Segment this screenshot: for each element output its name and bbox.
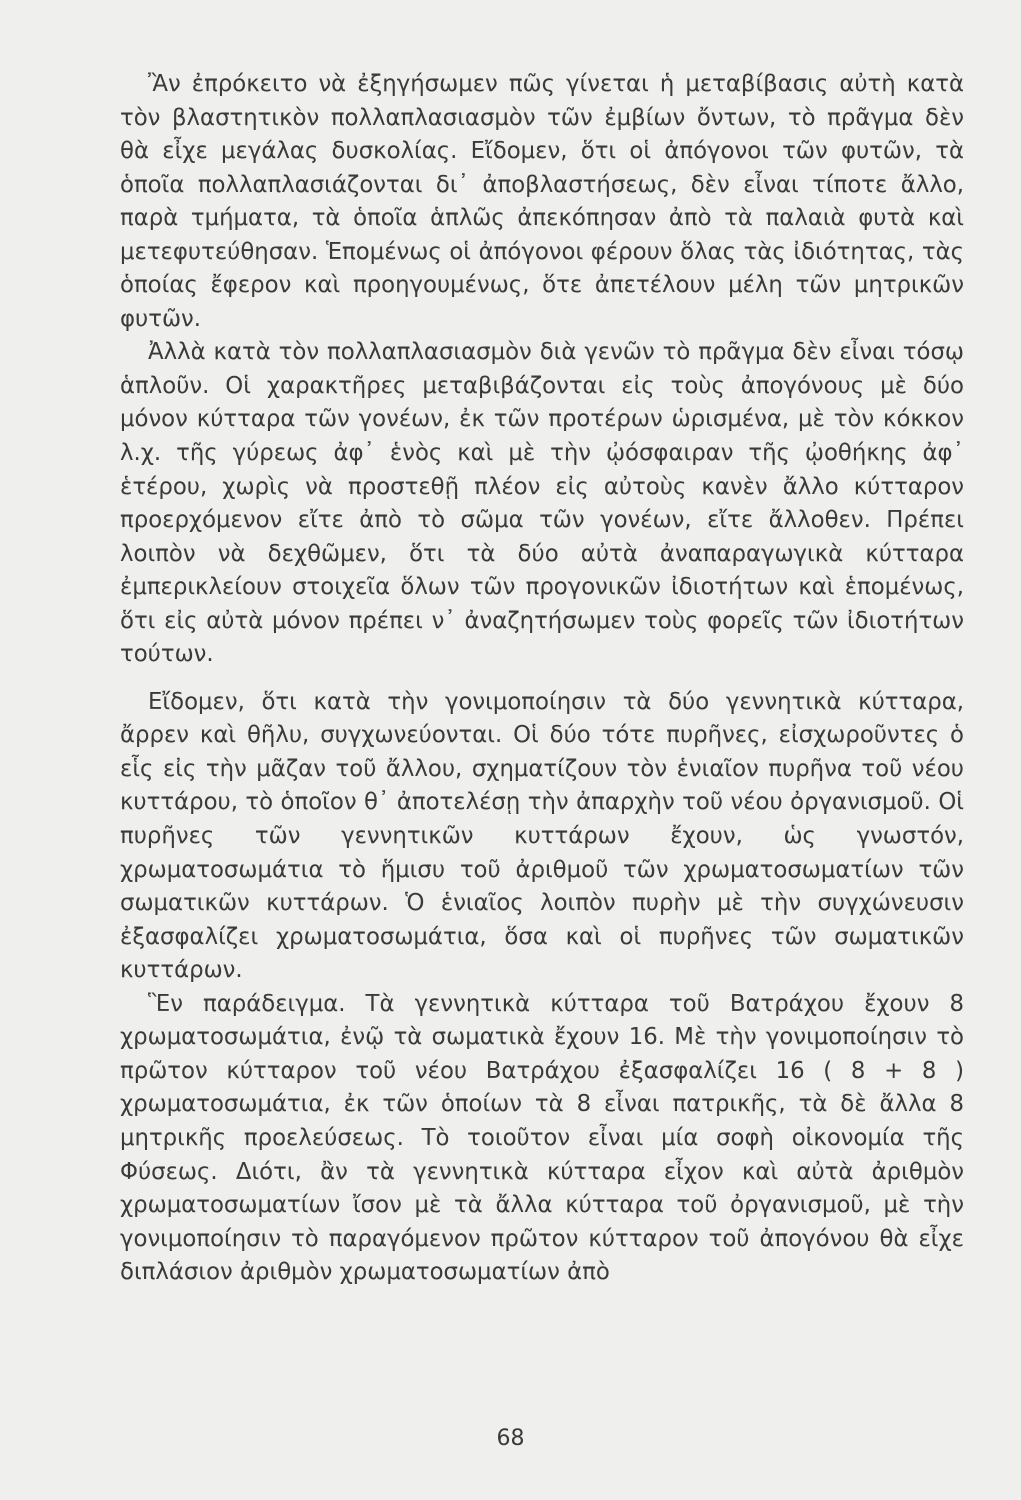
paragraph-2: Ἀλλὰ κατὰ τὸν πολλαπλασιασμὸν διὰ γενῶν τὸ πρᾶγμα δὲν εἶναι τόσῳ ἁπλοῦν. Οἱ χαρακτῆρες μεταβιβάζονται εἰς τοὺς ἀπογόνους μὲ δύο μόνον κύτταρα τῶν γονέων, ἐκ τῶν προτέρων ὡρισμένα, μὲ τὸν κόκκον λ.χ. τῆς γύρεως ἀφ᾽ ἑνὸς καὶ μὲ τὴν ᾠόσφαιραν τῆς ᾠοθήκης ἀφ᾽ ἑτέρου, χωρὶς νὰ προστεθῇ πλέον εἰς αὐτοὺς κανὲν ἄλλο κύτταρον προερχόμενον εἴτε ἀπὸ τὸ σῶμα τῶν γονέων, εἴτε ἄλλοθεν. Πρέπει λοιπὸν νὰ δεχθῶμεν, ὅτι τὰ δύο αὐτὰ ἀναπαραγωγικὰ κύτταρα ἐμπερικλείουν στοιχεῖα ὅλων τῶν προγονικῶν ἰδιοτήτων καὶ ἑπομένως, ὅτι εἰς αὐτὰ μόνον πρέπει ν᾽ ἀναζητήσωμεν τοὺς φορεῖς τῶν ἰδιοτήτων τούτων. (120, 339, 964, 668)
paragraph-1: Ἂν ἐπρόκειτο νὰ ἐξηγήσωμεν πῶς γίνεται ἡ μεταβίβασις αὐτὴ κατὰ τὸν βλαστητικὸν πολλαπλασιασμὸν τῶν ἐμβίων ὄντων, τὸ πρᾶγμα δὲν θὰ εἶχε μεγάλας δυσκολίας. Εἴδομεν, ὅτι οἱ ἀπόγονοι τῶν φυτῶν, τὰ ὁποῖα πολλαπλασιάζονται δι᾽ ἀποβλαστήσεως, δὲν εἶναι τίποτε ἄλλο, παρὰ τμήματα, τὰ ὁποῖα ἁπλῶς ἀπεκόπησαν ἀπὸ τὰ παλαιὰ φυτὰ καὶ μετεφυτεύθησαν. Ἑπομένως οἱ ἀπόγονοι φέρουν ὅλας τὰς ἰδιότητας, τὰς ὁποίας ἔφερον καὶ προηγουμένως, ὅτε ἀπετέλουν μέλη τῶν μητρικῶν φυτῶν. (120, 71, 964, 332)
body-text (120, 68, 964, 1290)
paragraph-3: Εἴδομεν, ὅτι κατὰ τὴν γονιμοποίησιν τὰ δύο γεννητικὰ κύτταρα, ἄρρεν καὶ θῆλυ, συγχωνεύονται. Οἱ δύο τότε πυρῆνες, εἰσχωροῦντες ὁ εἷς εἰς τὴν μᾶζαν τοῦ ἄλλου, σχηματίζουν τὸν ἑνιαῖον πυρῆνα τοῦ νέου κυττάρου, τὸ ὁποῖον θ᾽ ἀποτελέσῃ τὴν ἀπαρχὴν τοῦ νέου ὀργανισμοῦ. Οἱ πυρῆνες τῶν γεννητικῶν κυττάρων ἔχουν, ὡς γνωστόν, χρωματοσωμάτια τὸ ἥμισυ τοῦ ἀριθμοῦ τῶν χρωματοσωματίων τῶν σωματικῶν κυττάρων. Ὁ ἑνιαῖος λοιπὸν πυρὴν μὲ τὴν συγχώνευσιν ἐξασφαλίζει χρωματοσωμάτια, ὅσα καὶ οἱ πυρῆνες τῶν σωματικῶν κυττάρων. (120, 688, 964, 984)
page-number: 68 (496, 1426, 525, 1451)
paragraph-4: Ἓν παράδειγμα. Τὰ γεννητικὰ κύτταρα τοῦ Βατράχου ἔχουν 8 χρωματοσωμάτια, ἐνῷ τὰ σωματικὰ ἔχουν 16. Μὲ τὴν γονιμοποίησιν τὸ πρῶτον κύτταρον τοῦ νέου Βατράχου ἐξασφαλίζει 16 ( 8 + 8 ) χρωματοσωμάτια, ἐκ τῶν ὁποίων τὰ 8 εἶναι πατρικῆς, τὰ δὲ ἄλλα 8 μητρικῆς προελεύσεως. Τὸ τοιοῦτον εἶναι μία σοφὴ οἰκονομία τῆς Φύσεως. Διότι, ἂν τὰ γεννητικὰ κύτταρα εἶχον καὶ αὐτὰ ἀριθμὸν χρωματοσωματίων ἴσον μὲ τὰ ἄλλα κύτταρα τοῦ ὀργανισμοῦ, μὲ τὴν γονιμοποίησιν τὸ παραγόμενον πρῶτον κύτταρον τοῦ ἀπογόνου θὰ εἶχε διπλάσιον ἀριθμὸν χρωματοσωματίων ἀπὸ (120, 990, 964, 1286)
